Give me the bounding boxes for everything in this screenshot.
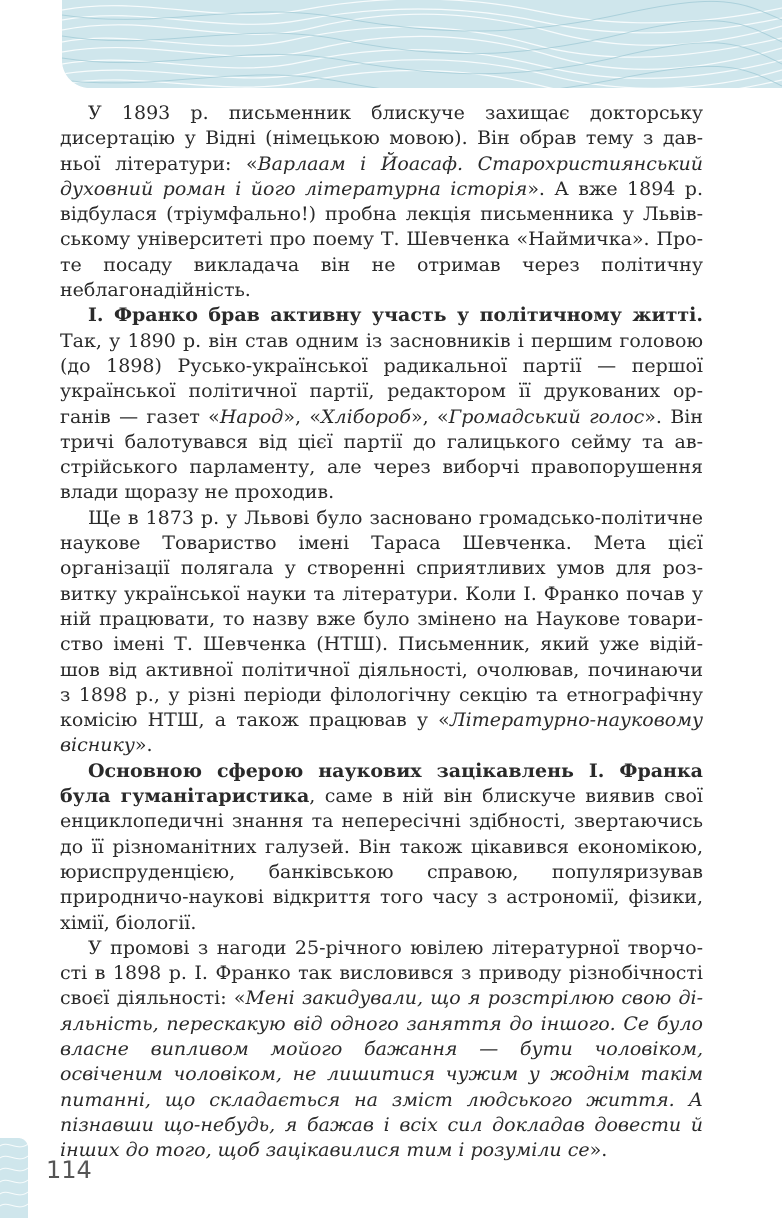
- text-run: ».: [134, 734, 153, 757]
- text-run: », «: [410, 405, 449, 428]
- wave-pattern-icon: [62, 0, 782, 88]
- text-run: », «: [283, 405, 322, 428]
- text-run: У промові з нагоди 25-річного ювілею літературної творчості в 1898 р. І. Франко так висловився з приводу різнобічності своєї діяльності: «: [60, 936, 703, 1010]
- text-run: Так, у 1890 р. він став одним із засновників і першим головою (до 1898) Русько-української радикальної партії — першої української політичної партії, редактором її друкованих органів — газет «: [60, 329, 703, 428]
- text-run: Ще в 1873 р. у Львові було засновано громадсько-політичне наукове Товариство імені Тараса Шевченка. Мета цієї організації полягала у створенні сприятливих умов для розвитку української науки та літератури. Коли І. Франко почав у ній працювати, то назву вже було змінено на Наукове товариство імені Т. Шевченка (НТШ). Письменник, який уже відійшов від активної політичної діяльності, очолював, починаючи з 1898 р., у різні періоди філологічну секцію та етнографічну комісію НТШ, а також працював у «: [60, 506, 703, 732]
- paragraph: [60, 936, 703, 1164]
- text-run: , саме в ній він блискуче виявив свої енциклопедичні знання та непересічні здібності, звертаючись до її різноманітних галузей. Він також цікавився економікою, юриспруденцією, банківською справою, популяризував природничо-наукові відкриття того часу з астрономії, фізики, хімії, біології.: [60, 785, 703, 934]
- text-run: ». Він тричі балотувався від цієї партії до галицького сейму та австрійського парламенту, але через виборчі правопорушення влади щоразу не проходив.: [60, 405, 704, 504]
- decorative-header-banner: [62, 0, 782, 88]
- wave-pattern-icon: [0, 1138, 28, 1218]
- text-run: ».: [589, 1139, 608, 1162]
- italic-text: Мені закидували, що я розстрілюю свою діяльність, перескакую від одного заняття до іншого. Се було власне випливом мойого бажання — бути чоловіком, освіченим чоловіком, не лишитися чужим у жоднім такім питанні, що складається на зміст людського життя. А пізнавши що-небудь, я бажав і всіх сил докладав довести й інших до того, щоб зацікавилися тим і розуміли се: [60, 987, 704, 1162]
- decorative-side-strip: [0, 1138, 28, 1218]
- bold-text: І. Франко брав активну участь у політичному житті.: [88, 304, 703, 327]
- italic-text: Літературно-науковому віснику: [60, 709, 703, 757]
- paragraph: [60, 303, 703, 505]
- paragraph: [60, 101, 703, 303]
- paragraph: [60, 506, 703, 759]
- italic-text: Громадський голос: [448, 405, 645, 428]
- italic-text: Варлаам і Йоасаф. Старохристиянський духовний роман і його літературна історія: [60, 152, 704, 200]
- italic-text: Хлібороб: [321, 405, 411, 428]
- italic-text: Народ: [219, 405, 284, 428]
- paragraph: [60, 759, 703, 936]
- text-run: ». А вже 1894 р. відбулася (тріумфально!) пробна лекція письменника у Львівському університеті про поему Т. Шевченка «Наймичка». Проте посаду викладача він не отримав через політичну неблагонадійність.: [60, 177, 704, 302]
- article-body: [60, 101, 703, 1163]
- page-number: 114: [46, 1156, 92, 1184]
- text-run: У 1893 р. письменник блискуче захищає докторську дисертацію у Відні (німецькою мовою). Він обрав тему з давньої літератури: «: [60, 102, 703, 175]
- bold-text: Основною сферою наукових зацікавлень І. Франка була гуманітаристика: [60, 759, 703, 808]
